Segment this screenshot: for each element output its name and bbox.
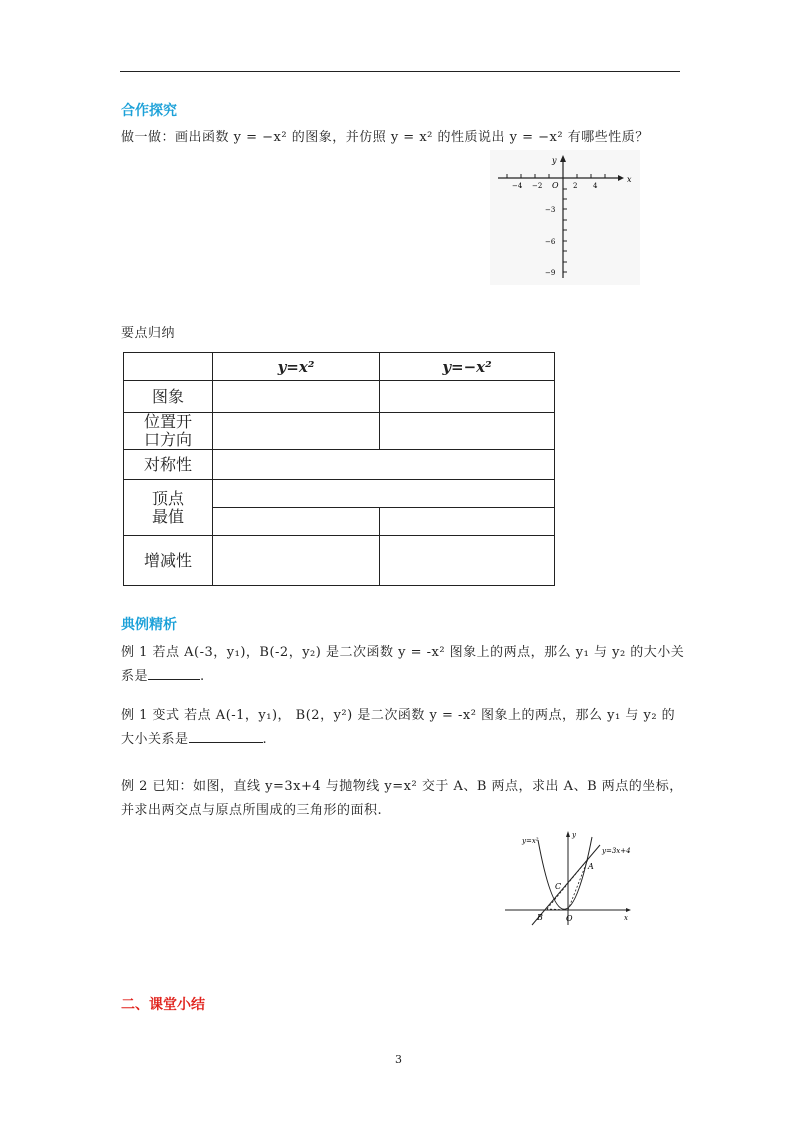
example-1 bbox=[121, 641, 686, 689]
row-label-opening bbox=[124, 413, 213, 450]
row-label-symmetry: 对称性 bbox=[124, 450, 213, 480]
activity-question: 做一做：画出函数 y = −x² 的图象，并仿照 y = x² 的性质说出 y = −x² 有哪些性质？ bbox=[121, 130, 649, 145]
section-heading-examples: 典例精析 bbox=[121, 617, 177, 633]
example-1-text: 例 1 若点 A(-3，y₁)，B(-2，y₂) 是二次函数 y = -x² 图象上的两点，那么 y₁ 与 y₂ 的大小关系是 bbox=[121, 645, 685, 684]
y-axis-label: y bbox=[552, 156, 557, 165]
fig2-x-arrow bbox=[626, 908, 631, 912]
cell-extreme-b[interactable] bbox=[380, 508, 555, 536]
row-label-vertex bbox=[124, 480, 213, 536]
point-B-label: B bbox=[537, 913, 543, 922]
cell-vertex[interactable] bbox=[213, 480, 555, 508]
row-label-opening-text: 位置开口方向 bbox=[143, 412, 192, 449]
example-2: 例 2 已知：如图，直线 y=3x+4 与抛物线 y=x² 交于 A、B 两点，求出 A、B 两点的坐标，并求出两交点与原点所围成的三角形的面积. bbox=[121, 779, 683, 818]
example-1-blank[interactable] bbox=[148, 665, 200, 680]
y-tick-neg9: −9 bbox=[545, 269, 556, 277]
header-rule bbox=[120, 71, 680, 72]
x-tick-2: 2 bbox=[573, 182, 578, 190]
fig2-y-arrow bbox=[566, 831, 570, 837]
line-label: y=3x+4 bbox=[602, 847, 631, 855]
point-C-label: C bbox=[555, 882, 562, 891]
cell-opening-a[interactable] bbox=[213, 413, 380, 450]
example-1-variant-blank[interactable] bbox=[189, 728, 263, 743]
cell-graph-a[interactable] bbox=[213, 381, 380, 413]
cell-extreme-a[interactable] bbox=[213, 508, 380, 536]
example-1-variant-text: 例 1 变式 若点 A(-1，y₁)， B(2，y²) 是二次函数 y = -x² 图象上的两点，那么 y₁ 与 y₂ 的大小关系是 bbox=[121, 708, 676, 747]
fig2-origin-label: O bbox=[566, 914, 573, 923]
cell-graph-b[interactable] bbox=[380, 381, 555, 413]
example-1-variant bbox=[121, 704, 686, 752]
example-1-variant-end: . bbox=[262, 732, 268, 747]
y-tick-neg6: −6 bbox=[545, 238, 556, 246]
cell-mono-b[interactable] bbox=[380, 536, 555, 586]
col-header-y-neg-x2: y=−x² bbox=[380, 353, 555, 381]
cell-symmetry[interactable] bbox=[213, 450, 555, 480]
fig2-x-label: x bbox=[624, 914, 628, 922]
parabola-label: y=x² bbox=[522, 837, 539, 845]
row-label-monotonicity: 增减性 bbox=[124, 536, 213, 586]
cell-mono-a[interactable] bbox=[213, 536, 380, 586]
summary-heading: 要点归纳 bbox=[121, 326, 176, 341]
row-label-vertex-text: 顶点最值 bbox=[151, 488, 184, 526]
page-number: 3 bbox=[395, 1053, 402, 1066]
fig2-y-label: y bbox=[572, 831, 576, 839]
parabola-curve bbox=[538, 837, 592, 909]
table-corner bbox=[124, 353, 213, 381]
col-header-y-x2: y=x² bbox=[213, 353, 380, 381]
parabola-line-figure bbox=[500, 825, 640, 930]
point-A-label: A bbox=[588, 862, 594, 871]
x-axis-label: x bbox=[627, 175, 632, 184]
example-1-end: . bbox=[200, 669, 205, 684]
origin-label: O bbox=[552, 181, 559, 190]
section-heading-summary: 二、课堂小结 bbox=[121, 997, 205, 1013]
coordinate-axes-figure bbox=[490, 150, 640, 285]
x-tick-neg4: −4 bbox=[512, 182, 523, 190]
figure-background bbox=[490, 150, 640, 285]
x-tick-neg2: −2 bbox=[532, 182, 543, 190]
x-tick-4: 4 bbox=[593, 182, 598, 190]
section-heading-cooperate: 合作探究 bbox=[121, 103, 177, 119]
cell-opening-b[interactable] bbox=[380, 413, 555, 450]
row-label-graph: 图象 bbox=[124, 381, 213, 413]
summary-table bbox=[123, 352, 555, 586]
y-tick-neg3: −3 bbox=[545, 206, 556, 214]
